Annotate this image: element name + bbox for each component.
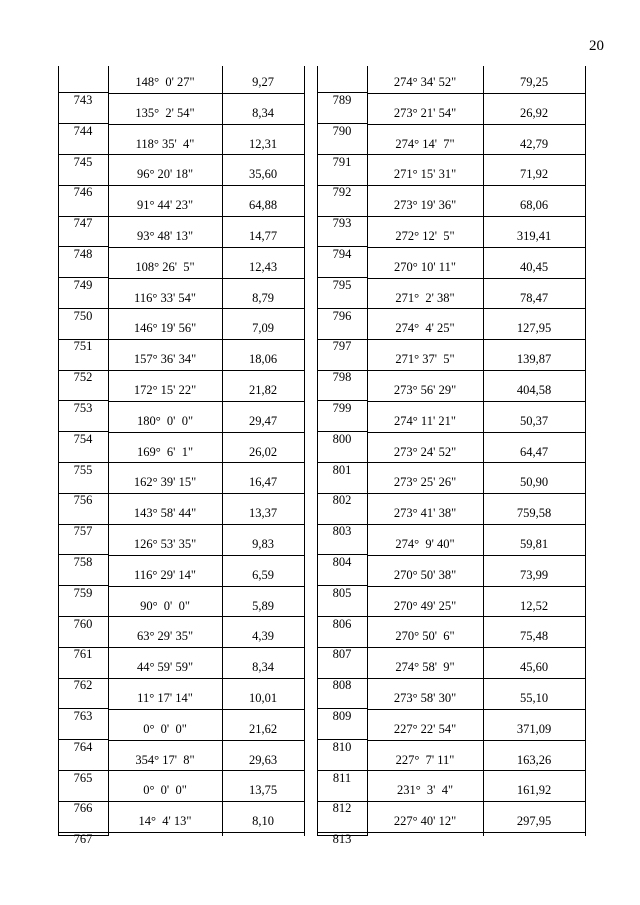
angle-cell: 126° 53' 35"	[133, 537, 197, 551]
angle-cell: 11° 17' 14"	[137, 691, 193, 705]
row-divider	[108, 493, 304, 494]
row-divider	[367, 308, 585, 309]
point-number: 808	[332, 678, 352, 692]
row-divider	[367, 616, 585, 617]
point-number: 803	[332, 524, 352, 538]
angle-cell: 273° 56' 29"	[393, 383, 457, 397]
row-divider	[367, 432, 585, 433]
point-number: 800	[332, 432, 352, 446]
angle-cell: 274° 4' 25"	[395, 321, 455, 335]
row-divider	[108, 832, 304, 833]
point-number: 790	[332, 124, 352, 138]
row-divider	[108, 740, 304, 741]
point-number: 755	[73, 463, 93, 477]
row-divider	[367, 740, 585, 741]
row-divider	[108, 278, 304, 279]
row-divider	[367, 185, 585, 186]
point-number: 798	[332, 370, 352, 384]
row-divider	[367, 247, 585, 248]
distance-cell: 78,47	[519, 291, 549, 305]
point-number: 791	[332, 155, 352, 169]
angle-cell: 274° 9' 40"	[395, 537, 455, 551]
table-vertical-rule	[304, 66, 305, 836]
point-number: 766	[73, 801, 93, 815]
row-divider	[108, 308, 304, 309]
distance-cell: 127,95	[516, 321, 552, 335]
row-divider	[367, 462, 585, 463]
row-divider	[367, 524, 585, 525]
point-number: 758	[73, 555, 93, 569]
distance-cell: 8,79	[252, 291, 274, 305]
row-divider	[108, 401, 304, 402]
angle-cell: 118° 35' 4"	[135, 137, 195, 151]
point-number: 794	[332, 247, 352, 261]
point-number: 752	[73, 370, 93, 384]
distance-cell: 5,89	[252, 599, 274, 613]
distance-cell: 29,63	[248, 753, 278, 767]
point-number: 796	[332, 309, 352, 323]
row-divider	[367, 555, 585, 556]
distance-cell: 9,83	[252, 537, 274, 551]
row-divider	[367, 493, 585, 494]
row-divider	[108, 185, 304, 186]
angle-cell: 273° 24' 52"	[393, 445, 457, 459]
distance-cell: 163,26	[516, 753, 552, 767]
distance-cell: 71,92	[519, 167, 549, 181]
row-divider	[108, 370, 304, 371]
page-number: 20	[589, 38, 604, 54]
distance-cell: 55,10	[519, 691, 549, 705]
distance-cell: 75,48	[519, 629, 549, 643]
point-number: 799	[332, 401, 352, 415]
distance-cell: 18,06	[248, 352, 278, 366]
row-divider	[108, 93, 304, 94]
angle-cell: 146° 19' 56"	[133, 321, 197, 335]
distance-cell: 42,79	[519, 137, 549, 151]
angle-cell: 180° 0' 0"	[136, 414, 194, 428]
distance-cell: 68,06	[519, 198, 549, 212]
angle-cell: 116° 33' 54"	[134, 291, 196, 305]
angle-cell: 157° 36' 34"	[133, 352, 197, 366]
point-number: 801	[332, 463, 352, 477]
row-divider	[108, 647, 304, 648]
distance-cell: 8,34	[252, 660, 274, 674]
point-number: 748	[73, 247, 93, 261]
row-divider	[108, 432, 304, 433]
point-number: 744	[73, 124, 93, 138]
angle-cell: 108° 26' 5"	[135, 260, 195, 274]
angle-cell: 44° 59' 59"	[136, 660, 194, 674]
angle-cell: 91° 44' 23"	[136, 198, 194, 212]
distance-cell: 21,62	[248, 722, 278, 736]
distance-cell: 297,95	[516, 814, 552, 828]
distance-cell: 8,10	[252, 814, 274, 828]
distance-cell: 50,90	[519, 475, 549, 489]
point-number: 797	[332, 339, 352, 353]
point-number: 757	[73, 524, 93, 538]
row-divider	[108, 339, 304, 340]
distance-cell: 139,87	[516, 352, 552, 366]
angle-cell: 271° 37' 5"	[395, 352, 455, 366]
angle-cell: 270° 10' 11"	[394, 260, 456, 274]
point-number: 805	[332, 586, 352, 600]
row-divider	[367, 339, 585, 340]
point-number: 802	[332, 493, 352, 507]
distance-cell: 59,81	[519, 537, 549, 551]
angle-cell: 135° 2' 54"	[135, 106, 195, 120]
row-divider	[108, 555, 304, 556]
point-number: 813	[332, 832, 352, 846]
angle-cell: 93° 48' 13"	[136, 229, 194, 243]
angle-cell: 162° 39' 15"	[133, 475, 197, 489]
distance-cell: 12,31	[248, 137, 278, 151]
distance-cell: 50,37	[519, 414, 549, 428]
point-number: 812	[332, 801, 352, 815]
distance-cell: 371,09	[516, 722, 552, 736]
angle-cell: 90° 0' 0"	[140, 599, 190, 613]
angle-cell: 272° 12' 5"	[395, 229, 455, 243]
distance-cell: 13,37	[248, 506, 278, 520]
distance-cell: 29,47	[248, 414, 278, 428]
angle-cell: 0° 0' 0"	[143, 783, 187, 797]
point-number: 745	[73, 155, 93, 169]
point-number: 795	[332, 278, 352, 292]
distance-cell: 4,39	[252, 629, 274, 643]
angle-cell: 271° 2' 38"	[395, 291, 455, 305]
distance-cell: 40,45	[519, 260, 549, 274]
point-number: 749	[73, 278, 93, 292]
row-divider	[367, 647, 585, 648]
point-number: 793	[332, 216, 352, 230]
distance-cell: 45,60	[519, 660, 549, 674]
row-divider	[367, 586, 585, 587]
point-number: 767	[73, 832, 93, 846]
distance-cell: 73,99	[519, 568, 549, 582]
angle-cell: 354° 17' 8"	[135, 753, 195, 767]
angle-cell: 227° 22' 54"	[393, 722, 457, 736]
row-divider	[367, 370, 585, 371]
point-number: 763	[73, 709, 93, 723]
row-divider	[108, 586, 304, 587]
point-number: 751	[73, 339, 93, 353]
row-divider	[367, 678, 585, 679]
distance-cell: 161,92	[516, 783, 552, 797]
point-number: 806	[332, 617, 352, 631]
point-number: 811	[332, 771, 352, 785]
distance-cell: 13,75	[248, 783, 278, 797]
row-divider	[108, 216, 304, 217]
row-divider	[367, 401, 585, 402]
distance-cell: 6,59	[252, 568, 274, 582]
table-vertical-rule	[585, 66, 586, 836]
point-number: 809	[332, 709, 352, 723]
angle-cell: 274° 11' 21"	[394, 414, 456, 428]
angle-cell: 273° 58' 30"	[393, 691, 457, 705]
angle-cell: 14° 4' 13"	[138, 814, 192, 828]
row-divider	[108, 524, 304, 525]
angle-cell: 270° 50' 38"	[393, 568, 457, 582]
distance-cell: 8,34	[252, 106, 274, 120]
point-number: 756	[73, 493, 93, 507]
point-number: 762	[73, 678, 93, 692]
point-number: 765	[73, 771, 93, 785]
angle-cell: 274° 34' 52"	[393, 75, 457, 89]
point-number: 747	[73, 216, 93, 230]
point-number: 760	[73, 617, 93, 631]
row-divider	[367, 278, 585, 279]
distance-cell: 7,09	[252, 321, 274, 335]
distance-cell: 404,58	[516, 383, 552, 397]
angle-cell: 148° 0' 27"	[135, 75, 195, 89]
row-divider	[108, 124, 304, 125]
distance-cell: 79,25	[519, 75, 549, 89]
row-divider	[108, 247, 304, 248]
angle-cell: 273° 41' 38"	[393, 506, 457, 520]
angle-cell: 270° 49' 25"	[393, 599, 457, 613]
distance-cell: 12,52	[519, 599, 549, 613]
row-divider	[367, 832, 585, 833]
row-divider	[367, 124, 585, 125]
distance-cell: 26,92	[519, 106, 549, 120]
row-divider	[367, 93, 585, 94]
distance-cell: 35,60	[248, 167, 278, 181]
point-number: 750	[73, 309, 93, 323]
row-divider	[367, 801, 585, 802]
angle-cell: 227° 7' 11"	[395, 753, 455, 767]
angle-cell: 116° 29' 14"	[134, 568, 196, 582]
angle-cell: 96° 20' 18"	[136, 167, 194, 181]
row-divider	[108, 462, 304, 463]
row-divider	[367, 216, 585, 217]
distance-cell: 16,47	[248, 475, 278, 489]
angle-cell: 169° 6' 1"	[136, 445, 194, 459]
point-number: 743	[73, 93, 93, 107]
row-divider	[108, 709, 304, 710]
distance-cell: 319,41	[516, 229, 552, 243]
point-number: 761	[73, 647, 93, 661]
row-divider	[367, 770, 585, 771]
distance-cell: 26,02	[248, 445, 278, 459]
angle-cell: 231° 3' 4"	[396, 783, 454, 797]
point-number: 754	[73, 432, 93, 446]
angle-cell: 273° 25' 26"	[393, 475, 457, 489]
distance-cell: 14,77	[248, 229, 278, 243]
angle-cell: 271° 15' 31"	[393, 167, 457, 181]
point-number: 764	[73, 740, 93, 754]
angle-cell: 273° 19' 36"	[393, 198, 457, 212]
angle-cell: 172° 15' 22"	[133, 383, 197, 397]
row-divider	[108, 770, 304, 771]
point-number: 759	[73, 586, 93, 600]
distance-cell: 64,47	[519, 445, 549, 459]
angle-cell: 274° 58' 9"	[395, 660, 455, 674]
angle-cell: 143° 58' 44"	[133, 506, 197, 520]
point-number: 792	[332, 185, 352, 199]
row-divider	[108, 154, 304, 155]
angle-cell: 273° 21' 54"	[393, 106, 457, 120]
point-number: 807	[332, 647, 352, 661]
angle-cell: 0° 0' 0"	[143, 722, 187, 736]
point-number: 789	[332, 93, 352, 107]
row-divider	[367, 709, 585, 710]
point-number: 746	[73, 185, 93, 199]
row-divider	[367, 154, 585, 155]
angle-cell: 227° 40' 12"	[393, 814, 457, 828]
point-number: 810	[332, 740, 352, 754]
distance-cell: 759,58	[516, 506, 552, 520]
distance-cell: 12,43	[248, 260, 278, 274]
angle-cell: 274° 14' 7"	[395, 137, 455, 151]
distance-cell: 10,01	[248, 691, 278, 705]
point-number: 753	[73, 401, 93, 415]
row-divider	[108, 678, 304, 679]
angle-cell: 270° 50' 6"	[395, 629, 455, 643]
point-number: 804	[332, 555, 352, 569]
row-divider	[108, 616, 304, 617]
angle-cell: 63° 29' 35"	[136, 629, 194, 643]
row-divider	[108, 801, 304, 802]
distance-cell: 64,88	[248, 198, 278, 212]
distance-cell: 9,27	[252, 75, 274, 89]
distance-cell: 21,82	[248, 383, 278, 397]
